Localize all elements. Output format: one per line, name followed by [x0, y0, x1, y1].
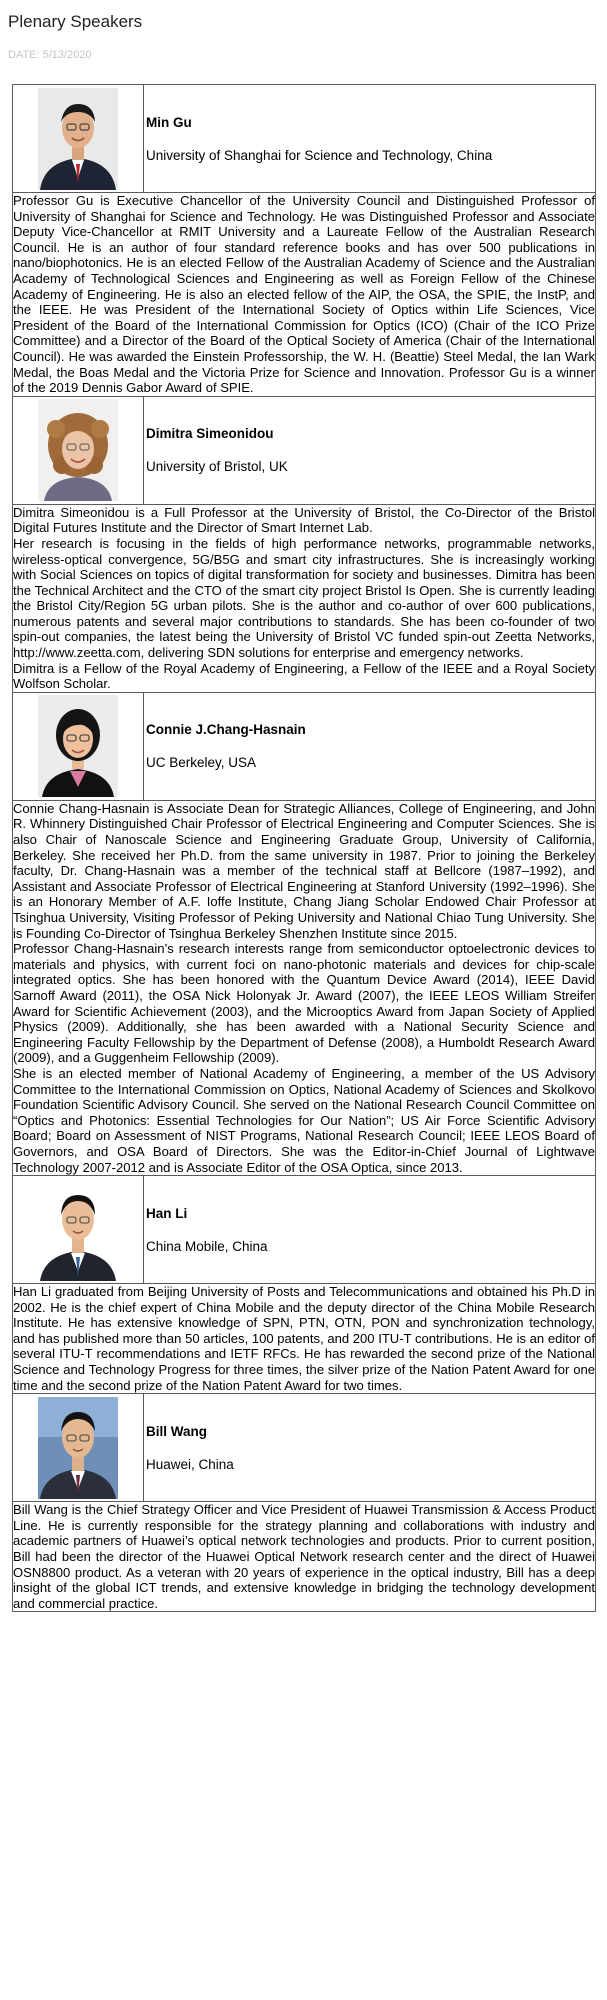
speaker-name: Bill Wang: [146, 1423, 207, 1439]
speaker-info-cell: [144, 1176, 596, 1284]
speaker-info-cell: [144, 1394, 596, 1502]
portrait-photo: [38, 695, 118, 797]
speaker-bio: [13, 193, 596, 397]
speaker-info-cell: [144, 692, 596, 800]
speaker-affiliation: UC Berkeley, USA: [146, 755, 257, 771]
speakers-table: [12, 84, 596, 1612]
bio-paragraph: Professor Gu is Executive Chancellor of the University Council and Distinguished Professor of University of Shanghai for Science and Technology. He was Distinguished Professor and Associate Deputy Vice-Chancellor at RMIT University and a Laureate Fellow of the Australian Research Council. He is an author of four standard reference books and has over 500 publications in nano/biophotonics. He is an elected Fellow of the Australian Academy of Science and the Australian Academy of Technological Sciences and Engineering as well as Foreign Fellow of the Chinese Academy of Engineering. He is also an elected fellow of the AIP, the OSA, the SPIE, the InstP, and the IEEE. He was President of the International Society of Optics within Life Sciences, Vice President of the Board of the International Commission for Optics (ICO) (Chair of the ICO Prize Committee) and a Director of the Board of the Optical Society of America (Chair of the International Council). He was awarded the Einstein Professorship, the W. H. (Beattie) Steel Medal, the Ian Wark Medal, the Boas Medal and the Victoria Prize for Science and Innovation. Professor Gu is a winner of the 2019 Dennis Gabor Award of SPIE.: [13, 193, 595, 396]
speaker-bio: [13, 504, 596, 692]
speaker-photo-cell: [13, 692, 144, 800]
page-date: DATE: 5/13/2020: [8, 49, 92, 61]
speaker-photo-cell: [13, 85, 144, 193]
speaker-bio: [13, 1502, 596, 1612]
speaker-bio: [13, 800, 596, 1175]
bio-paragraph: Dimitra is a Fellow of the Royal Academy of Engineering, a Fellow of the IEEE and a Royal Society Wolfson Scholar.: [13, 660, 595, 692]
speaker-header-row: [13, 396, 596, 504]
speaker-name: Connie J.Chang-Hasnain: [146, 722, 306, 738]
speaker-name: Min Gu: [146, 114, 192, 130]
bio-paragraph: Her research is focusing in the fields of high performance networks, programmable networks, wireless-optical convergence, 5G/B5G and smart city infrastructures. She is increasingly working with Social Sciences on topics of digital transformation for society and businesses. Dimitra has been the Technical Architect and the CTO of the smart city project Bristol Is Open. She is currently leading the Bristol City/Region 5G urban pilots. She is the author and co-author of over 600 publications, numerous patents and several major contributions to standards. She has been co-founder of two spin-out companies, the latest being the University of Bristol VC funded spin-out Zeetta Networks, http://www.zeetta.com, delivering SDN solutions for enterprise and emergency networks.: [13, 535, 595, 661]
speaker-affiliation: Huawei, China: [146, 1456, 234, 1472]
bio-paragraph: Dimitra Simeonidou is a Full Professor at the University of Bristol, the Co-Director of the Bristol Digital Futures Institute and the Director of Smart Internet Lab.: [13, 504, 595, 536]
speaker-bio-row: [13, 1284, 596, 1394]
speaker-bio-row: [13, 504, 596, 692]
portrait-photo: [38, 399, 118, 501]
speaker-info-cell: [144, 396, 596, 504]
speaker-header-row: [13, 1176, 596, 1284]
speaker-bio-row: [13, 193, 596, 397]
speaker-header-row: [13, 692, 596, 800]
page-title: Plenary Speakers: [8, 12, 143, 31]
speaker-bio: [13, 1284, 596, 1394]
bio-paragraph: Bill Wang is the Chief Strategy Officer and Vice President of Huawei Transmission & Access Product Line. He is currently responsible for the strategy planning and collaborations with industry and academic partners of Huawei’s optical network technologies and products. Prior to current position, Bill had been the director of the Huawei Optical Network research center and the direct of Huawei OSN8800 product. As a veteran with 20 years of experience in the optical industry, Bill has a deep insight of the global ICT trends, and extensive knowledge in bridging the technology development and commercial practice.: [13, 1502, 595, 1611]
bio-paragraph: Han Li graduated from Beijing University of Posts and Telecommunications and obtained his Ph.D in 2002. He is the chief expert of China Mobile and the deputy director of the China Mobile Research Institute. He has extensive knowledge of SPN, PTN, OTN, PON and synchronization technology, and has published more than 50 articles, 100 patents, and 200 ITU-T contributions. He is an editor of several ITU-T recommendations and IETF RFCs. He has rewarded the second prize of the National Science and Technology Progress for three times, the silver prize of the Nation Patent Award for one time and the second prize of the Nation Patent Award for two times.: [13, 1284, 595, 1393]
speaker-name: Han Li: [146, 1205, 188, 1221]
bio-paragraph: Professor Chang-Hasnain’s research interests range from semiconductor optoelectronic devices to materials and physics, with current foci on nano-photonic materials and devices for chip-scale integrated optics. She has been honored with the Quantum Device Award (2014), IEEE David Sarnoff Award (2011), the OSA Nick Holonyak Jr. Award (2007), the IEEE LEOS William Streifer Award for Scientific Achievement (2003), and the Microoptics Award from Japan Society of Applied Physics (2009). Additionally, she has been awarded with a National Security Science and Engineering Faculty Fellowship by the Department of Defense (2008), a Humboldt Research Award (2009), and a Guggenheim Fellowship (2009).: [13, 941, 595, 1066]
portrait-photo: [38, 88, 118, 190]
speaker-bio-row: [13, 1502, 596, 1612]
speaker-bio-row: [13, 800, 596, 1175]
speaker-info-cell: [144, 85, 596, 193]
speaker-affiliation: University of Shanghai for Science and Technology, China: [146, 147, 493, 163]
bio-paragraph: Connie Chang-Hasnain is Associate Dean for Strategic Alliances, College of Engineering, and John R. Whinnery Distinguished Chair Professor of Electrical Engineering and Computer Sciences. She is also Chair of Nanoscale Science and Engineering Graduate Group, University of California, Berkeley. She received her Ph.D. from the same university in 1987. Prior to joining the Berkeley faculty, Dr. Chang-Hasnain was a member of the technical staff at Bellcore (1987–1992), and Assistant and Associate Professor of Electrical Engineering at Stanford University (1992–1996). She is an Honorary Member of A.F. Ioffe Institute, Chang Jiang Scholar Endowed Chair Professor at Tsinghua University, Visiting Professor of Peking University and National Chiao Tung University. She is Founding Co-Director of Tsinghua Berkeley Shenzhen Institute since 2015.: [13, 800, 595, 941]
speaker-photo-cell: [13, 1176, 144, 1284]
speaker-photo-cell: [13, 396, 144, 504]
portrait-photo: [38, 1397, 118, 1499]
speaker-name: Dimitra Simeonidou: [146, 426, 274, 442]
speaker-header-row: [13, 85, 596, 193]
portrait-photo: [38, 1179, 118, 1281]
speaker-header-row: [13, 1394, 596, 1502]
bio-paragraph: She is an elected member of National Academy of Engineering, a member of the US Advisory Committee to the International Commission on Optics, National Academy of Sciences and Skolkovo Foundation Scientific Advisory Council. She served on the National Research Council Committee on “Optics and Photonics: Essential Technologies for Our Nation”; US Air Force Scientific Advisory Board; Board on Assessment of NIST Programs, National Research Council; IEEE LEOS Board of Governors, and OSA Board of Directors. She was the Editor-in-Chief Journal of Lightwave Technology 2007-2012 and is Associate Editor of the OSA Optica, since 2013.: [13, 1065, 595, 1175]
speaker-affiliation: China Mobile, China: [146, 1238, 268, 1254]
speaker-affiliation: University of Bristol, UK: [146, 459, 288, 475]
speaker-photo-cell: [13, 1394, 144, 1502]
